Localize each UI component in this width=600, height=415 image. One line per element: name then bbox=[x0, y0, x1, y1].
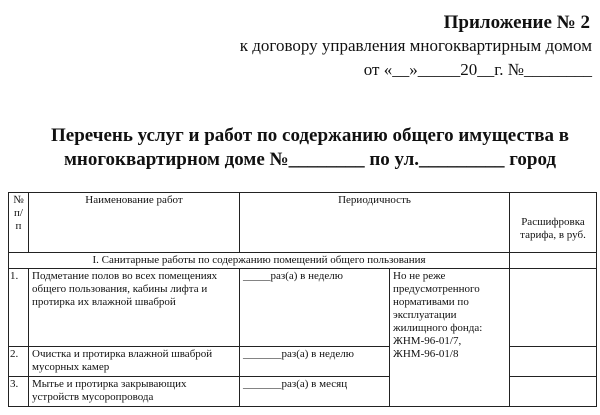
row-frequency: _______раз(а) в месяц bbox=[240, 377, 390, 407]
row-num: 2. bbox=[9, 347, 29, 377]
row-num: 3. bbox=[9, 377, 29, 407]
appendix-title: Приложение № 2 bbox=[443, 12, 590, 33]
row-frequency: _______раз(а) в неделю bbox=[240, 347, 390, 377]
row-tariff bbox=[510, 347, 597, 377]
header-period: Периодичность bbox=[240, 193, 510, 253]
table-header-row bbox=[9, 193, 597, 253]
document-title-line-2: многоквартирном доме №________ по ул._________ город bbox=[63, 149, 557, 170]
norms-note: Но не реже предусмотренного нормативами по эксплуатации жилищного фонда: ЖНМ-96-01/7, ЖНМ-96-01/8 bbox=[390, 269, 510, 407]
row-name: Мытье и протирка закрывающих устройств мусоропровода bbox=[29, 377, 240, 407]
row-name: Подметание полов во всех помещениях общего пользования, кабины лифта и протирка их влажной шваброй bbox=[29, 269, 240, 347]
row-name: Очистка и протирка влажной шваброй мусорных камер bbox=[29, 347, 240, 377]
row-tariff bbox=[510, 269, 597, 347]
section-tariff-cell bbox=[510, 253, 597, 269]
contract-date-line: от «__»_____20__г. №________ bbox=[363, 60, 592, 79]
row-frequency: _____раз(а) в неделю bbox=[240, 269, 390, 347]
row-num: 1. bbox=[9, 269, 29, 347]
section-row bbox=[9, 253, 597, 269]
row-tariff bbox=[510, 377, 597, 407]
services-table bbox=[8, 192, 597, 407]
header-name: Наименование работ bbox=[29, 193, 240, 253]
section-title: I. Санитарные работы по содержанию помещений общего пользования bbox=[9, 253, 510, 269]
header-num: № п/п bbox=[9, 193, 29, 253]
document-title-line-1: Перечень услуг и работ по содержанию общего имущества в bbox=[50, 125, 569, 146]
contract-reference: к договору управления многоквартирным домом bbox=[239, 36, 592, 55]
table-row bbox=[9, 269, 597, 347]
header-tariff: Расшифровка тарифа, в руб. bbox=[510, 193, 597, 253]
